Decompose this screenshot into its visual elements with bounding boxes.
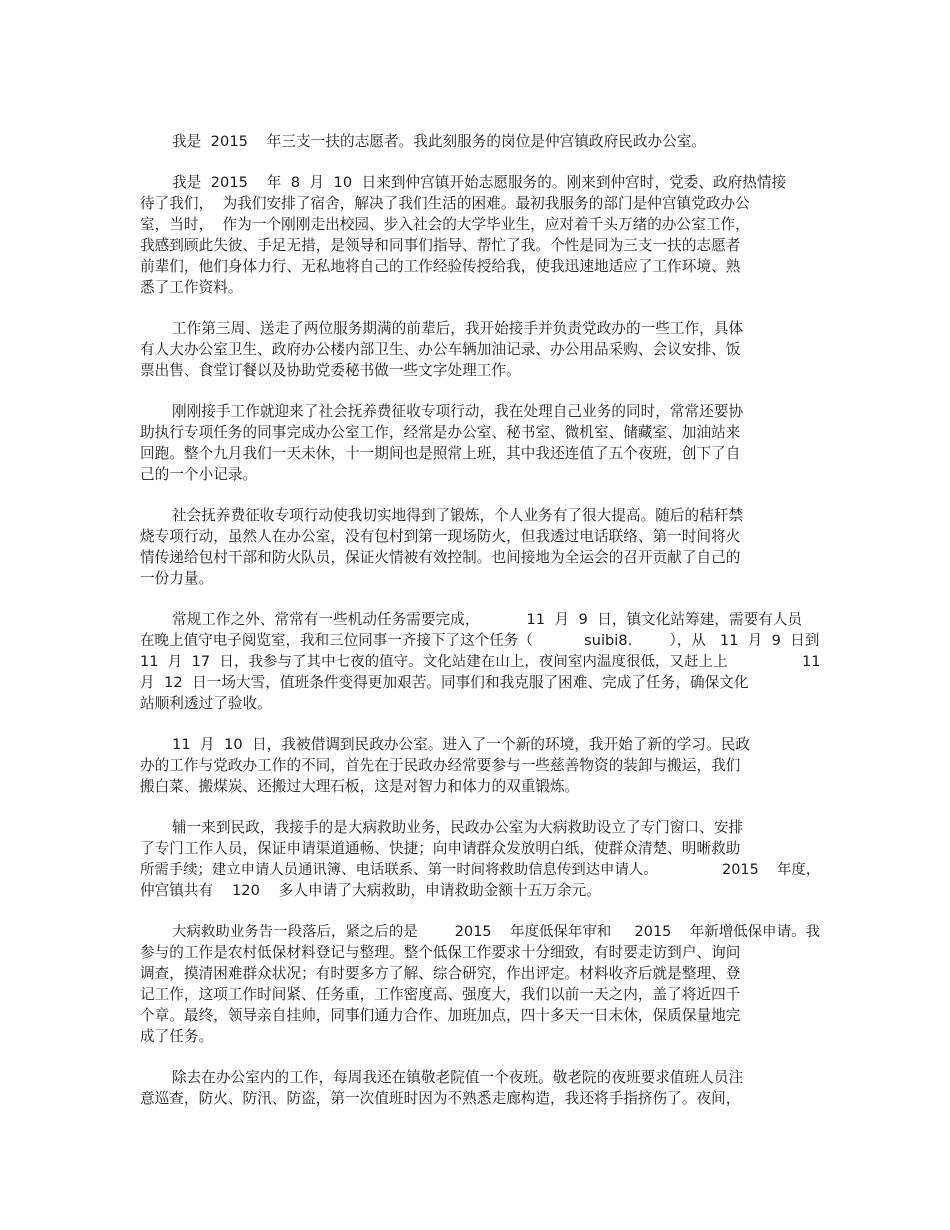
paragraph-1-line-1: 我是 2015 年三支一扶的志愿者。我此刻服务的岗位是仲宫镇政府民政办公室。 xyxy=(172,133,707,150)
paragraph-3-line-3: 票出售、食堂订餐以及协助党委秘书做一些文字处理工作。 xyxy=(140,362,521,379)
paragraph-3-line-2: 有人大办公室卫生、政府办公楼内部卫生、办公车辆加油记录、办公用品采购、会议安排、饭 xyxy=(140,341,741,358)
paragraph-5-line-2: 烧专项行动，虽然人在办公室，没有包村到第一现场防火，但我透过电话联络、第一时间将火 xyxy=(140,528,741,545)
paragraph-5-line-1: 社会抚养费征收专项行动使我切实地得到了锻炼，个人业务有了很大提高。随后的秸秆禁 xyxy=(172,507,744,524)
paragraph-5-line-4: 一份力量。 xyxy=(140,570,214,587)
paragraph-9-line-4: 记工作，这项工作时间紧、任务重，工作密度高、强度大，我们以前一天之内，盖了将近四千 xyxy=(140,986,741,1003)
paragraph-10-line-1: 除去在办公室内的工作，每周我还在镇敬老院值一个夜班。敬老院的夜班要求值班人员注 xyxy=(172,1069,744,1086)
paragraph-4-line-4: 己的一个小记录。 xyxy=(140,466,258,483)
paragraph-9-line-1: 大病救助业务告一段落后，紧之后的是 2015 年度低保年审和 2015 年新增低保申请。我 xyxy=(172,924,820,940)
paragraph-4-line-3: 回跑。整个九月我们一天未休，十一期间也是照常上班，其中我还连值了五个夜班，创下了自 xyxy=(140,445,741,462)
paragraph-10-line-2: 意巡查，防火、防汛、防盗，第一次值班时因为不熟悉走廊构造，我还将手指挤伤了。夜间， xyxy=(140,1090,741,1107)
paragraph-9-line-2: 参与的工作是农村低保材料登记与整理。整个低保工作要求十分细致，有时要走访到户、询问 xyxy=(140,944,741,961)
paragraph-2-line-5: 前辈们，他们身体力行、无私地将自己的工作经验传授给我，使我迅速地适应了工作环境、熟 xyxy=(140,258,741,275)
paragraph-5-line-3: 情传递给包村干部和防火队员，保证火情被有效控制。也间接地为全运会的召开贡献了自己的 xyxy=(140,549,741,566)
paragraph-8-line-3: 所需手续；建立申请人员通讯簿、电话联系、第一时间将救助信息传到达申请人。 2015 年度， xyxy=(140,862,821,878)
paragraph-2-line-3: 室，当时， 作为一个刚刚走出校园、步入社会的大学毕业生，应对着千头万绪的办公室工作， xyxy=(140,216,750,233)
paragraph-2-line-1: 我是 2015 年 8 月 10 日来到仲宫镇开始志愿服务的。刚来到仲宫时，党委、政府热情接 xyxy=(172,174,787,191)
paragraph-7-line-1: 11 月 10 日，我被借调到民政办公室。进入了一个新的环境，我开始了新的学习。民政 xyxy=(172,736,751,753)
paragraph-6-line-5: 站顺利透过了验收。 xyxy=(140,695,272,712)
paragraph-8-line-4: 仲宫镇共有 120 多人申请了大病救助，申请救助金额十五万余元。 xyxy=(140,882,601,899)
paragraph-3-line-1: 工作第三周、送走了两位服务期满的前辈后，我开始接手并负责党政办的一些工作，具体 xyxy=(172,320,744,337)
paragraph-4-line-1: 刚刚接手工作就迎来了社会抚养费征收专项行动，我在处理自己业务的同时，常常还要协 xyxy=(172,403,744,420)
paragraph-9-line-6: 成了任务。 xyxy=(140,1028,214,1045)
paragraph-7-line-2: 办的工作与党政办工作的不同，首先在于民政办经常要参与一些慈善物资的装卸与搬运，我们 xyxy=(140,757,741,774)
paragraph-6-line-3: 11 月 17 日，我参与了其中七夜的值守。文化站建在山上，夜间室内温度很低，又赶上上 11 xyxy=(140,654,821,670)
paragraph-7-line-3: 搬白菜、搬煤炭、还搬过大理石板，这是对智力和体力的双重锻炼。 xyxy=(140,778,580,795)
paragraph-2-line-2: 待了我们， 为我们安排了宿舍，解决了我们生活的困难。最初我服务的部门是仲宫镇党政办公 xyxy=(140,195,750,212)
paragraph-6-line-2: 在晚上值守电子阅览室，我和三位同事一齐接下了这个任务（ suibi8. ），从 11 月 9 日到 xyxy=(140,633,820,649)
paragraph-2-line-6: 悉了工作资料。 xyxy=(140,279,243,296)
paragraph-6-line-4: 月 12 日一场大雪，值班条件变得更加艰苦。同事们和我克服了困难、完成了任务，确保文化 xyxy=(140,674,749,691)
paragraph-8-line-2: 了专门工作人员，保证申请渠道通畅、快捷；向申请群众发放明白纸，使群众清楚、明晰救助 xyxy=(140,840,741,857)
paragraph-9-line-3: 调查，摸清困难群众状况；有时要多方了解、综合研究，作出评定。材料收齐后就是整理、登 xyxy=(140,965,741,982)
paragraph-9-line-5: 个章。最终，领导亲自挂帅，同事们通力合作、加班加点，四十多天一日未休，保质保量地完 xyxy=(140,1007,741,1024)
paragraph-4-line-2: 助执行专项任务的同事完成办公室工作，经常是办公室、秘书室、微机室、储藏室、加油站来 xyxy=(140,424,741,441)
paragraph-8-line-1: 辅一来到民政，我接手的是大病救助业务，民政办公室为大病救助设立了专门窗口、安排 xyxy=(172,819,744,836)
paragraph-6-line-1: 常规工作之外、常常有一些机动任务需要完成， 11 月 9 日，镇文化站筹建，需要有人员 xyxy=(172,611,803,628)
paragraph-2-line-4: 我感到顾此失彼、手足无措，是领导和同事们指导、帮忙了我。个性是同为三支一扶的志愿者 xyxy=(140,237,741,254)
